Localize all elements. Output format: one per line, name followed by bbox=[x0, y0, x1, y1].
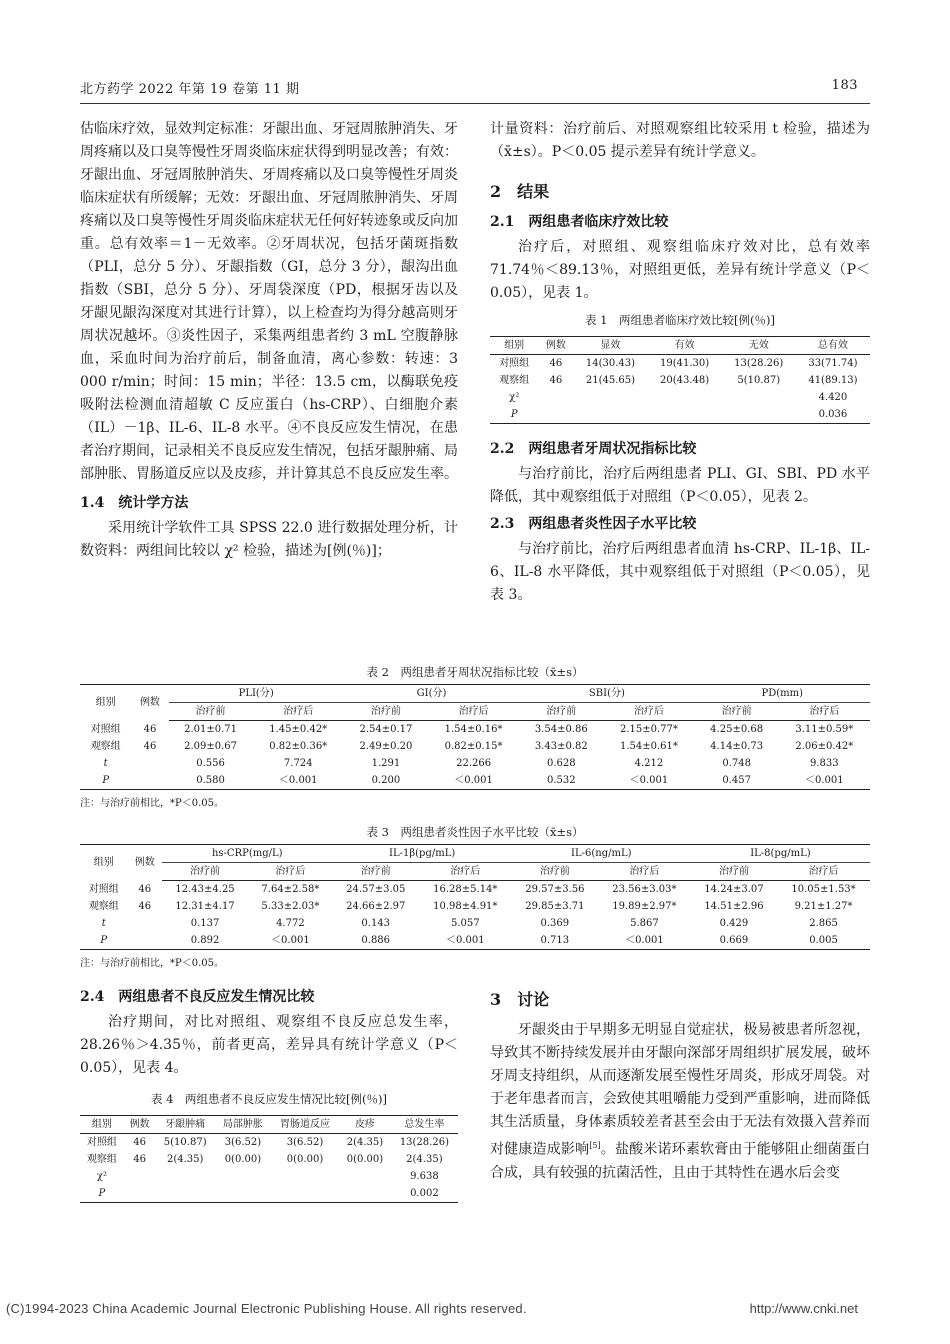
table-cell: 46 bbox=[138, 901, 152, 912]
table-cell: 23.56±3.03* bbox=[612, 884, 677, 895]
table2-after-header: 治疗后 bbox=[603, 703, 694, 721]
table-cell: 5.867 bbox=[630, 918, 659, 929]
table-cell: 观察组 bbox=[86, 1154, 117, 1165]
table-cell: 4.14±0.73 bbox=[710, 741, 764, 752]
section-2-heading: 2 结果 bbox=[490, 182, 550, 201]
table-cell: ＜0.001 bbox=[428, 772, 519, 790]
table2-metric-header: GI(分) bbox=[344, 685, 519, 703]
table-row bbox=[80, 915, 870, 932]
table-cell: 5(10.87) bbox=[163, 1137, 207, 1148]
table-row bbox=[80, 738, 870, 755]
table-cell: 2.49±0.20 bbox=[359, 741, 413, 752]
table-cell: 2(4.35) bbox=[406, 1154, 443, 1165]
table-row bbox=[80, 1168, 458, 1185]
table-cell: 0.886 bbox=[333, 932, 419, 950]
table-cell bbox=[339, 1185, 391, 1203]
discussion-text-b: 。盐酸米诺环素软膏由于能够阻止细菌蛋白合成，具有较强的抗菌活性，且由于其特性在遇水后会变 bbox=[490, 1141, 871, 1181]
table4 bbox=[80, 1115, 458, 1203]
table-cell: 24.57±3.05 bbox=[346, 884, 406, 895]
table-cell: 5.057 bbox=[450, 918, 480, 929]
table1-header-cell: 组别 bbox=[490, 337, 538, 355]
table-cell: 0.532 bbox=[519, 772, 603, 790]
table-cell: 2.865 bbox=[809, 918, 838, 929]
table-cell: 3.43±0.82 bbox=[534, 741, 588, 752]
table-cell: 21(45.65) bbox=[585, 375, 635, 386]
table-cell: 0(0.00) bbox=[346, 1154, 384, 1165]
table-cell bbox=[573, 389, 647, 406]
table-row bbox=[80, 932, 870, 950]
table-cell: 9.833 bbox=[810, 758, 839, 769]
table-cell: 12.31±4.17 bbox=[175, 901, 235, 912]
table-cell: 2.06±0.42* bbox=[795, 741, 854, 752]
table-cell: 29.85±3.71 bbox=[525, 901, 585, 912]
table-cell bbox=[722, 406, 796, 424]
table3-before-header: 治疗前 bbox=[512, 863, 598, 881]
table3-metric-header: IL-8(pg/mL) bbox=[691, 845, 870, 863]
table-cell bbox=[573, 406, 647, 424]
table4-header-cell: 总发生率 bbox=[391, 1116, 458, 1134]
copyright-footer: (C)1994-2023 China Academic Journal Electronic Publishing House. All rights reserved. bbox=[6, 1301, 527, 1316]
table-cell: 2(4.35) bbox=[346, 1137, 384, 1148]
table4-header-cell: 组别 bbox=[80, 1116, 124, 1134]
table1-caption: 表 1 两组患者临床疗效比较[例(％)] bbox=[585, 313, 775, 327]
table-row bbox=[490, 355, 870, 373]
table-cell: 41(89.13) bbox=[808, 375, 858, 386]
table-cell: 3.54±0.86 bbox=[534, 724, 588, 735]
table-cell: χ² bbox=[96, 1171, 107, 1182]
table-cell: P bbox=[80, 932, 128, 950]
table3-after-header: 治疗后 bbox=[777, 863, 870, 881]
table2-before-header: 治疗前 bbox=[169, 703, 253, 721]
table-cell: 46 bbox=[133, 1154, 147, 1165]
table-cell: 0.82±0.15* bbox=[444, 741, 503, 752]
table2-n-header: 例数 bbox=[131, 685, 168, 721]
table-cell: ＜0.001 bbox=[419, 932, 512, 950]
table2-metric-header: PLI(分) bbox=[169, 685, 344, 703]
table-cell: 13(28.26) bbox=[734, 358, 784, 369]
table-cell: 16.28±5.14* bbox=[433, 884, 498, 895]
results-2-3-paragraph: 与治疗前比，治疗后两组患者血清 hs-CRP、IL-1β、IL-6、IL-8 水平降低，其中观察组低于对照组（P＜0.05），见表 3。 bbox=[490, 541, 870, 603]
table-cell: 0.002 bbox=[391, 1185, 458, 1203]
table-cell bbox=[538, 389, 573, 406]
table-cell: P bbox=[80, 1185, 124, 1203]
table-cell: 13(28.26) bbox=[399, 1137, 449, 1148]
table-cell: 20(43.48) bbox=[660, 375, 710, 386]
table-cell: 2(4.35) bbox=[166, 1154, 204, 1165]
table-cell: 3.11±0.59* bbox=[795, 724, 854, 735]
table-cell: ＜0.001 bbox=[598, 932, 691, 950]
left-column bbox=[80, 118, 458, 563]
table-cell: χ² bbox=[509, 392, 520, 403]
table-cell: 7.64±2.58* bbox=[261, 884, 320, 895]
right-column bbox=[490, 118, 870, 607]
table-cell: 4.420 bbox=[818, 392, 848, 403]
right-bottom-column bbox=[490, 988, 870, 1185]
table-row bbox=[80, 1151, 458, 1168]
table-row bbox=[80, 772, 870, 790]
table-cell: 9.21±1.27* bbox=[794, 901, 853, 912]
table-cell: 对照组 bbox=[86, 1137, 117, 1148]
table-cell: 0.143 bbox=[361, 918, 391, 929]
table-cell: ＜0.001 bbox=[248, 932, 332, 950]
table-cell: 10.05±1.53* bbox=[791, 884, 856, 895]
table-cell: 0.369 bbox=[540, 918, 570, 929]
table-cell: 7.724 bbox=[283, 758, 313, 769]
table-cell: 4.212 bbox=[634, 758, 664, 769]
table3-before-header: 治疗前 bbox=[162, 863, 248, 881]
table-cell: 4.772 bbox=[276, 918, 305, 929]
table3-metric-header: IL-6(ng/mL) bbox=[512, 845, 691, 863]
table3-after-header: 治疗后 bbox=[598, 863, 691, 881]
table-cell: 1.45±0.42* bbox=[269, 724, 328, 735]
table-cell: 0.580 bbox=[169, 772, 253, 790]
table3-after-header: 治疗后 bbox=[419, 863, 512, 881]
table-row bbox=[490, 406, 870, 424]
table-cell bbox=[215, 1168, 271, 1185]
table-cell bbox=[339, 1168, 391, 1185]
section-2-4-heading: 2.4 两组患者不良反应发生情况比较 bbox=[80, 989, 315, 1005]
table-cell bbox=[131, 772, 168, 790]
table-cell: 24.66±2.97 bbox=[346, 901, 406, 912]
table-row bbox=[80, 721, 870, 739]
table-cell: 0(0.00) bbox=[286, 1154, 324, 1165]
table3-n-header: 例数 bbox=[128, 845, 162, 881]
table-cell: ＜0.001 bbox=[779, 772, 870, 790]
table-row bbox=[80, 755, 870, 772]
table-cell: 12.43±4.25 bbox=[175, 884, 235, 895]
table-cell: 5(10.87) bbox=[737, 375, 781, 386]
table-cell: 3(6.52) bbox=[224, 1137, 262, 1148]
table-cell bbox=[271, 1168, 339, 1185]
table-cell bbox=[648, 389, 722, 406]
results-2-4-paragraph: 治疗期间，对比对照组、观察组不良反应总发生率，28.26％＞4.35％，前者更高，差异具有统计学意义（P＜0.05），见表 4。 bbox=[80, 1014, 458, 1076]
header-rule bbox=[80, 103, 870, 104]
table-row bbox=[80, 898, 870, 915]
table-cell bbox=[155, 1185, 214, 1203]
table-cell: 46 bbox=[133, 1137, 147, 1148]
table-row bbox=[80, 881, 870, 899]
table3-before-header: 治疗前 bbox=[691, 863, 777, 881]
table-cell: 0.713 bbox=[512, 932, 598, 950]
table-cell: ＜0.001 bbox=[603, 772, 694, 790]
table2-metric-header: PD(mm) bbox=[695, 685, 870, 703]
section-2-3-heading: 2.3 两组患者炎性因子水平比较 bbox=[490, 516, 697, 532]
table2-before-header: 治疗前 bbox=[344, 703, 428, 721]
table-cell: 观察组 bbox=[90, 741, 121, 752]
table-cell: 10.98±4.91* bbox=[433, 901, 498, 912]
table-cell: 46 bbox=[143, 723, 157, 735]
table4-header-cell: 皮疹 bbox=[339, 1116, 391, 1134]
citation-ref: [5] bbox=[589, 1141, 601, 1150]
table1 bbox=[490, 336, 870, 424]
table-cell bbox=[538, 406, 573, 424]
table2-block bbox=[80, 660, 870, 809]
table-cell: 0.748 bbox=[722, 758, 751, 769]
table4-header-cell: 胃肠道反应 bbox=[271, 1116, 339, 1134]
table-cell: 0.669 bbox=[691, 932, 777, 950]
journal-header: 北方药学 2022 年第 19 卷第 11 期 bbox=[80, 82, 300, 97]
table1-header-cell: 显效 bbox=[573, 337, 647, 355]
table-cell: 观察组 bbox=[88, 901, 119, 912]
table-cell: ＜0.001 bbox=[253, 772, 344, 790]
table-row bbox=[80, 1185, 458, 1203]
table-cell bbox=[722, 389, 796, 406]
table-cell bbox=[155, 1168, 214, 1185]
table1-header-cell: 有效 bbox=[648, 337, 722, 355]
table2-after-header: 治疗后 bbox=[779, 703, 870, 721]
table-cell: 2.15±0.77* bbox=[619, 724, 678, 735]
table4-header-cell: 局部肿胀 bbox=[215, 1116, 271, 1134]
table-cell: 46 bbox=[549, 375, 563, 386]
table3-note: 注：与治疗前相比，*P＜0.05。 bbox=[80, 958, 224, 969]
table1-header-cell: 例数 bbox=[538, 337, 573, 355]
table2-group-header: 组别 bbox=[80, 685, 131, 721]
table-cell: 对照组 bbox=[88, 883, 119, 895]
table-cell: 14(30.43) bbox=[585, 358, 635, 369]
discussion-text-a: 牙龈炎由于早期多无明显自觉症状，极易被患者所忽视，导致其不断持续发展并由牙龈向深部牙周组织扩展发展，破坏牙周支持组织，从而逐渐发展至慢性牙周炎，形成牙周袋。对于老年患者而言，会致使其咀嚼能力受到严重影响，进而降低其生活质量，身体素质较差者甚至会由于无法有效摄入营养而对健康造成影响 bbox=[490, 1022, 870, 1158]
table-cell: 14.51±2.96 bbox=[704, 901, 764, 912]
table3-after-header: 治疗后 bbox=[248, 863, 332, 881]
table-cell: 0.005 bbox=[777, 932, 870, 950]
table2-before-header: 治疗前 bbox=[695, 703, 779, 721]
table-cell: 0.82±0.36* bbox=[269, 741, 328, 752]
section-2-1-heading: 2.1 两组患者临床疗效比较 bbox=[490, 214, 669, 230]
discussion-paragraph bbox=[490, 1019, 870, 1185]
table-cell: P bbox=[490, 406, 538, 424]
table3-metric-header: hs-CRP(mg/L) bbox=[162, 845, 333, 863]
table-cell: 0.457 bbox=[695, 772, 779, 790]
methods-paragraph: 估临床疗效，显效判定标准：牙龈出血、牙冠周脓肿消失、牙周疼痛以及口臭等慢性牙周炎临床症状得到明显改善；有效：牙龈出血、牙冠周脓肿消失、牙周疼痛以及口臭等慢性牙周炎临床症状有所缓解；无效：牙龈出血、牙冠周脓肿消失、牙周疼痛以及口臭等慢性牙周炎临床症状无任何好转迹象或反向加重。总有效率＝1－无效率。②牙周状况，包括牙菌斑指数（PLI，总分 5 分）、牙龈指数（GI，总分 3 分），龈沟出血指数（SBI，总分 5 分）、牙周袋深度（PD，根据牙齿以及牙龈见龈沟深度对其进行计算），以上检查均为得分越高则牙周状况越坏。③炎性因子，采集两组患者约 3 mL 空腹静脉血，采血时间为治疗前后，制备血清，离心参数：转速：3 000 r/min；时间：15 min；半径：13.5 cm，以酶联免疫吸附法检测血清超敏 C 反应蛋白（hs-CRP）、白细胞介素（IL）－1β、IL-6、IL-8 水平。④不良反应发生情况，在患者治疗期间，记录相关不良反应发生情况，包括牙龈肿痛、局部肿胀、胃肠道反应以及皮疹，并计算其总不良反应发生率。 bbox=[80, 121, 458, 482]
table-cell: P bbox=[80, 772, 131, 790]
table-cell: 0.556 bbox=[196, 758, 225, 769]
table-cell: 46 bbox=[138, 883, 152, 895]
table3-caption: 表 3 两组患者炎性因子水平比较（x̄±s） bbox=[366, 825, 584, 839]
table-cell bbox=[271, 1185, 339, 1203]
table-cell: 观察组 bbox=[499, 375, 530, 386]
table3 bbox=[80, 844, 870, 950]
table3-before-header: 治疗前 bbox=[333, 863, 419, 881]
table-cell: 1.54±0.16* bbox=[444, 724, 503, 735]
table-cell: 0.892 bbox=[162, 932, 248, 950]
table-cell: 19.89±2.97* bbox=[612, 901, 677, 912]
results-2-1-paragraph: 治疗后，对照组、观察组临床疗效对比，总有效率 71.74％＜89.13％，对照组更低，差异有统计学意义（P＜0.05），见表 1。 bbox=[490, 239, 870, 301]
left-bottom-column bbox=[80, 982, 458, 1203]
table2-caption: 表 2 两组患者牙周状况指标比较（x̄±s） bbox=[366, 665, 584, 679]
table-cell: 29.57±3.56 bbox=[525, 884, 585, 895]
results-2-2-paragraph: 与治疗前比，治疗后两组患者 PLI、GI、SBI、PD 水平降低，其中观察组低于对照组（P＜0.05），见表 2。 bbox=[490, 466, 870, 505]
table-cell: 46 bbox=[549, 358, 563, 369]
table4-header-cell: 例数 bbox=[124, 1116, 156, 1134]
table-cell bbox=[648, 406, 722, 424]
table-row bbox=[490, 372, 870, 389]
table-cell: 1.291 bbox=[371, 758, 401, 769]
table-cell: 0.429 bbox=[719, 918, 749, 929]
table4-caption: 表 4 两组患者不良反应发生情况比较[例(％)] bbox=[151, 1092, 387, 1106]
table-cell bbox=[128, 932, 162, 950]
table-cell: 4.25±0.68 bbox=[710, 724, 764, 735]
table-cell: 0.137 bbox=[190, 918, 220, 929]
table2-after-header: 治疗后 bbox=[253, 703, 344, 721]
section-1-4-heading: 1.4 统计学方法 bbox=[80, 495, 189, 511]
table3-metric-header: IL-1β(pg/mL) bbox=[333, 845, 512, 863]
table-cell bbox=[124, 1168, 156, 1185]
table-cell: 22.266 bbox=[456, 758, 492, 769]
table-row bbox=[80, 1134, 458, 1152]
table-cell: 46 bbox=[143, 741, 157, 752]
table4-header-cell: 牙龈肿痛 bbox=[155, 1116, 214, 1134]
table-cell: 19(41.30) bbox=[660, 358, 710, 369]
table-cell: 0.200 bbox=[344, 772, 428, 790]
table2-note: 注：与治疗前相比，*P＜0.05。 bbox=[80, 798, 224, 809]
table-cell bbox=[215, 1185, 271, 1203]
table-cell: 0.628 bbox=[546, 758, 576, 769]
table-cell: 9.638 bbox=[410, 1171, 439, 1182]
table-cell: 2.01±0.71 bbox=[184, 724, 238, 735]
section-2-2-heading: 2.2 两组患者牙周状况指标比较 bbox=[490, 441, 697, 457]
table-cell: 3(6.52) bbox=[286, 1137, 324, 1148]
table2 bbox=[80, 684, 870, 790]
table3-block bbox=[80, 820, 870, 969]
table-cell: 2.54±0.17 bbox=[359, 724, 413, 735]
table-cell: 5.33±2.03* bbox=[261, 901, 320, 912]
table-cell: 对照组 bbox=[499, 358, 530, 369]
table2-before-header: 治疗前 bbox=[519, 703, 603, 721]
table-cell: t bbox=[101, 918, 106, 929]
table-cell: 1.54±0.61* bbox=[619, 741, 678, 752]
table3-group-header: 组别 bbox=[80, 845, 128, 881]
table1-header-cell: 无效 bbox=[722, 337, 796, 355]
table2-metric-header: SBI(分) bbox=[519, 685, 694, 703]
table-cell: t bbox=[103, 758, 108, 769]
table-cell: 对照组 bbox=[90, 723, 121, 735]
table2-after-header: 治疗后 bbox=[428, 703, 519, 721]
table-cell bbox=[124, 1185, 156, 1203]
section-3-heading: 3 讨论 bbox=[490, 990, 550, 1009]
table-cell bbox=[128, 915, 162, 932]
stats-paragraph-cont: 计量资料：治疗前后、对照观察组比较采用 t 检验，描述为（x̄±s）。P＜0.05 提示差异有统计学意义。 bbox=[490, 121, 870, 160]
table1-header-cell: 总有效 bbox=[796, 337, 870, 355]
table-cell: 33(71.74) bbox=[808, 358, 858, 369]
table-cell: 2.09±0.67 bbox=[184, 741, 238, 752]
table-cell: 0(0.00) bbox=[224, 1154, 262, 1165]
page-number: 183 bbox=[831, 78, 858, 93]
table-cell: 14.24±3.07 bbox=[704, 884, 764, 895]
table-cell bbox=[131, 755, 168, 772]
table-row bbox=[490, 389, 870, 406]
cnki-url: http://www.cnki.net bbox=[749, 1301, 858, 1316]
stats-paragraph: 采用统计学软件工具 SPSS 22.0 进行数据处理分析，计数资料：两组间比较以 χ² 检验，描述为[例(％)]； bbox=[80, 520, 458, 559]
table-cell: 0.036 bbox=[796, 406, 870, 424]
